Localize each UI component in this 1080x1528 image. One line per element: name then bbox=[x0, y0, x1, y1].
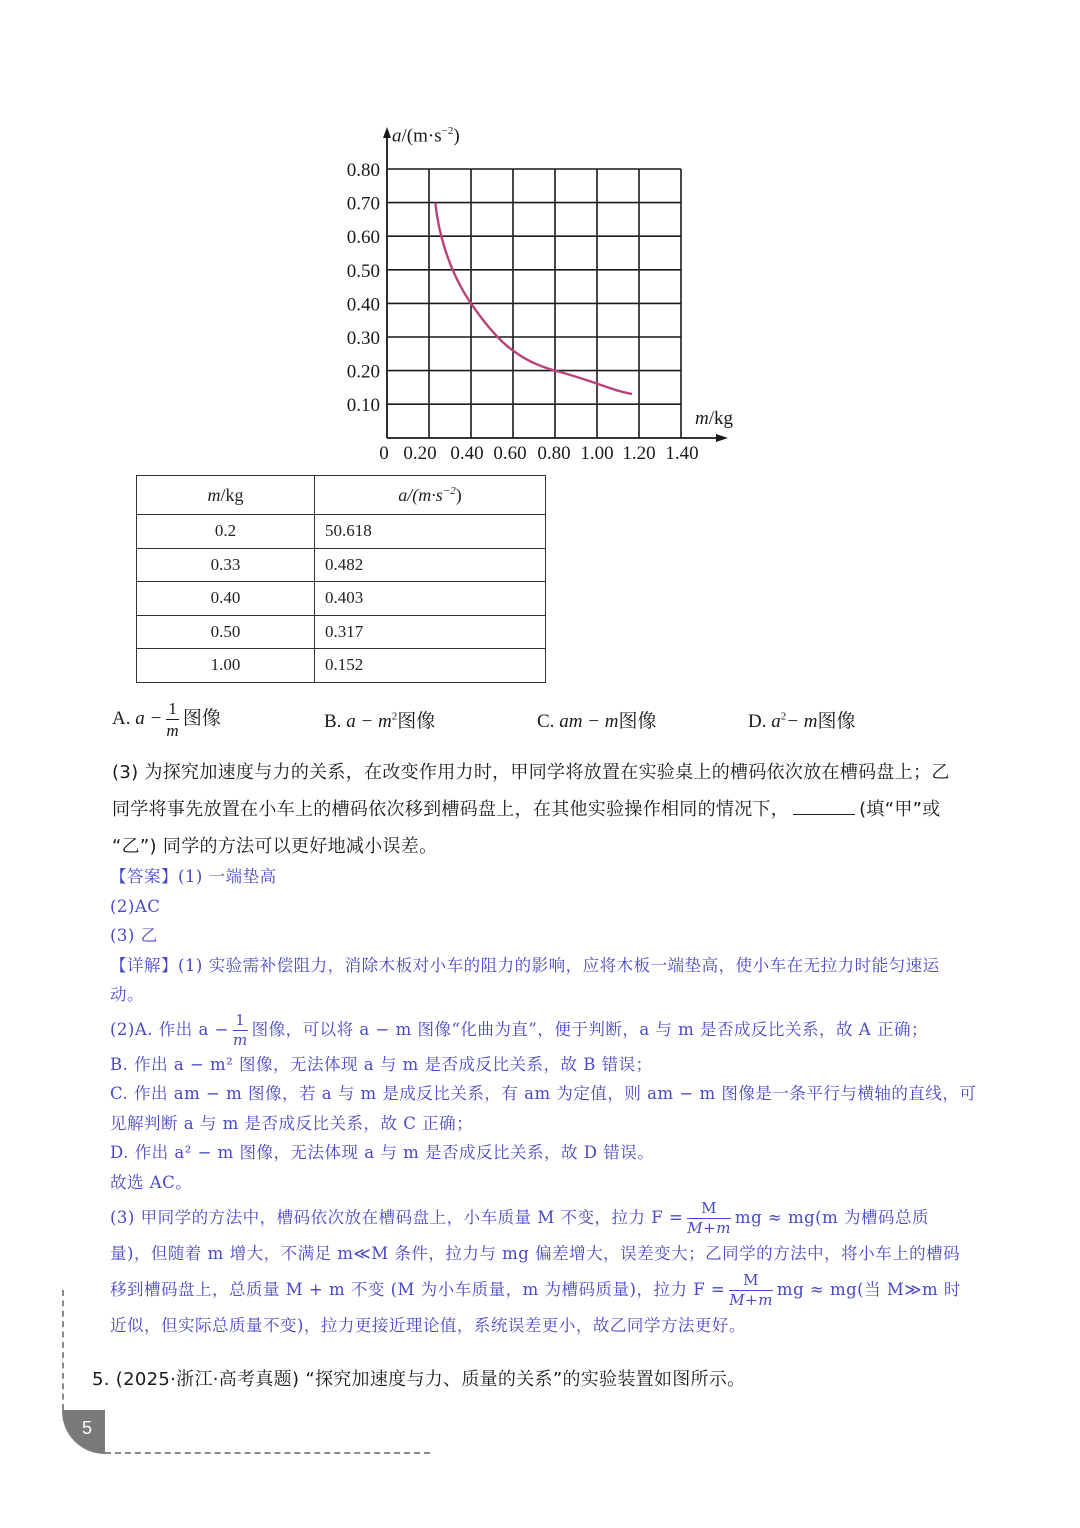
y-axis-arrow-icon bbox=[383, 127, 391, 138]
y-tick: 0.60 bbox=[346, 227, 380, 249]
data-curve bbox=[435, 203, 632, 394]
cell-mass: 1.00 bbox=[137, 649, 315, 683]
x-tick: 1.40 bbox=[665, 443, 699, 464]
y-tick: 0.40 bbox=[346, 294, 380, 316]
cell-mass: 0.33 bbox=[137, 548, 315, 582]
x-tick: 0.20 bbox=[403, 443, 437, 464]
cell-mass: 0.2 bbox=[137, 515, 315, 549]
detail-3-line-3: 移到槽码盘上，总质量 M + m 不变 (M 为小车质量，m 为槽码质量)，拉力 F = $\frac{M}{M+m}$ mg ≈ mg(当 M≫m 时 bbox=[110, 1270, 961, 1309]
page-border-dashed-horizontal bbox=[105, 1452, 430, 1454]
x-axis-label: m/kg bbox=[695, 408, 734, 429]
y-tick: 0.10 bbox=[346, 395, 380, 417]
x-tick: 0.80 bbox=[537, 443, 571, 464]
option-c[interactable]: C. am − m图像 bbox=[537, 710, 657, 732]
cell-acceleration: 0.403 bbox=[315, 582, 546, 616]
question-3-line: (3) 为探究加速度与力的关系，在改变作用力时，甲同学将放置在实验桌上的槽码依次放在槽码盘上；乙 bbox=[112, 762, 950, 783]
detail-2b: B. 作出 a − m² 图像，无法体现 a 与 m 是否成反比关系，故 B 错误； bbox=[110, 1054, 653, 1074]
detail-2c-line-2: 见解判断 a 与 m 是否成反比关系，故 C 正确； bbox=[110, 1113, 474, 1133]
detail-2c-line-1: C. 作出 am − m 图像，若 a 与 m 是成反比关系，有 am 为定值，则 am − m 图像是一条平行与横轴的直线，可 bbox=[110, 1084, 977, 1103]
option-d[interactable]: D. $a^2- m$图像 bbox=[748, 710, 856, 732]
question-3-line: “乙”) 同学的方法可以更好地减小误差。 bbox=[112, 836, 438, 857]
detail-label: 【详解】 bbox=[110, 955, 178, 975]
question-3 bbox=[112, 754, 992, 865]
y-tick: 0.20 bbox=[346, 361, 380, 383]
x-tick: 1.00 bbox=[580, 443, 614, 464]
table-row bbox=[137, 548, 546, 582]
table-row bbox=[137, 615, 546, 649]
answer-line-1: 【答案】(1) 一端垫高 bbox=[110, 867, 277, 886]
header-acceleration: $a/(m\cdot s^{-2})$ bbox=[315, 476, 546, 515]
detail-3-line-1: (3) 甲同学的方法中，槽码依次放在槽码盘上，小车质量 M 不变，拉力 F = $\frac{M}{M+m}$ mg ≈ mg(m 为槽码总质 bbox=[110, 1199, 929, 1237]
option-a[interactable]: A. a − $\frac{1}{m}$ 图像 bbox=[112, 699, 221, 740]
y-tick: 0.50 bbox=[346, 260, 380, 282]
table-row bbox=[137, 582, 546, 616]
cell-acceleration: 0.482 bbox=[315, 548, 546, 582]
detail-line-1: 【详解】(1) 实验需补偿阻力，消除木板对小车的阻力的影响，应将木板一端垫高，使小车在无拉力时能匀速运 bbox=[110, 955, 940, 975]
table-row bbox=[137, 649, 546, 683]
detail-2-conclusion: 故选 AC。 bbox=[110, 1172, 193, 1192]
chart-svg bbox=[330, 120, 750, 470]
y-tick-labels bbox=[347, 160, 380, 416]
y-tick: 0.80 bbox=[346, 160, 380, 181]
detail-2d: D. 作出 a² − m 图像，无法体现 a 与 m 是否成反比关系，故 D 错误。 bbox=[110, 1143, 655, 1162]
cell-acceleration: 0.317 bbox=[315, 615, 546, 649]
fraction: $\frac{M}{M+m}$ bbox=[687, 1199, 731, 1237]
y-tick: 0.70 bbox=[346, 193, 380, 215]
cell-mass: 0.40 bbox=[137, 582, 315, 616]
x-tick: 0.60 bbox=[493, 443, 527, 464]
detail-line-2: 动。 bbox=[110, 985, 144, 1004]
x-tick-labels bbox=[379, 443, 698, 464]
question-3-line: 同学将事先放置在小车上的槽码依次移到槽码盘上，在其他实验操作相同的情况下， (填“甲”或 bbox=[112, 791, 992, 828]
x-tick: 0 bbox=[379, 443, 389, 464]
page-border-dashed-vertical bbox=[62, 1290, 64, 1410]
page-number: 5 bbox=[82, 1418, 93, 1438]
cell-mass: 0.50 bbox=[137, 615, 315, 649]
answer-section bbox=[110, 862, 1000, 1340]
x-axis-arrow-icon bbox=[716, 434, 728, 442]
answer-line-3: (3) 乙 bbox=[110, 926, 158, 945]
fraction: $\frac{M}{M+m}$ bbox=[729, 1270, 773, 1309]
table-row bbox=[137, 515, 546, 549]
option-b[interactable]: B. $a - m^2$图像 bbox=[324, 710, 436, 732]
detail-3-line-2: 量)，但随着 m 增大，不满足 m≪M 条件，拉力与 mg 偏差增大，误差变大；乙同学的方法中，将小车上的槽码 bbox=[110, 1244, 961, 1263]
answer-options bbox=[112, 700, 912, 745]
cell-acceleration: 50.618 bbox=[315, 515, 546, 549]
chart-grid bbox=[387, 169, 681, 438]
fill-in-blank[interactable] bbox=[793, 796, 855, 815]
acceleration-mass-chart bbox=[330, 120, 750, 470]
x-tick: 0.40 bbox=[450, 443, 484, 464]
x-tick: 1.20 bbox=[622, 443, 656, 464]
answer-line-2: (2)AC bbox=[110, 896, 161, 916]
table-header-row bbox=[137, 476, 546, 515]
detail-3-line-4: 近似，但实际总质量不变)，拉力更接近理论值，系统误差更小，故乙同学方法更好。 bbox=[110, 1315, 746, 1335]
y-tick: 0.30 bbox=[346, 328, 380, 349]
cell-acceleration: 0.152 bbox=[315, 649, 546, 683]
data-table bbox=[136, 475, 546, 683]
fraction: $\frac{1}{m}$ bbox=[166, 699, 179, 740]
fraction: $\frac{1}{m}$ bbox=[232, 1010, 248, 1049]
page-number-tab bbox=[62, 1410, 105, 1454]
y-axis-label: $a/(m\cdot s^{-2})$ bbox=[392, 125, 460, 147]
answer-label: 【答案】 bbox=[110, 867, 178, 886]
header-mass: m/kg bbox=[137, 476, 315, 515]
detail-2a: (2)A. 作出 a − $\frac{1}{m}$ 图像，可以将 a − m 图像“化曲为直”，便于判断，a 与 m 是否成反比关系，故 A 正确； bbox=[110, 1010, 928, 1049]
question-5: 5. (2025·浙江·高考真题) “探究加速度与力、质量的关系”的实验装置如图所示。 bbox=[92, 1369, 746, 1390]
